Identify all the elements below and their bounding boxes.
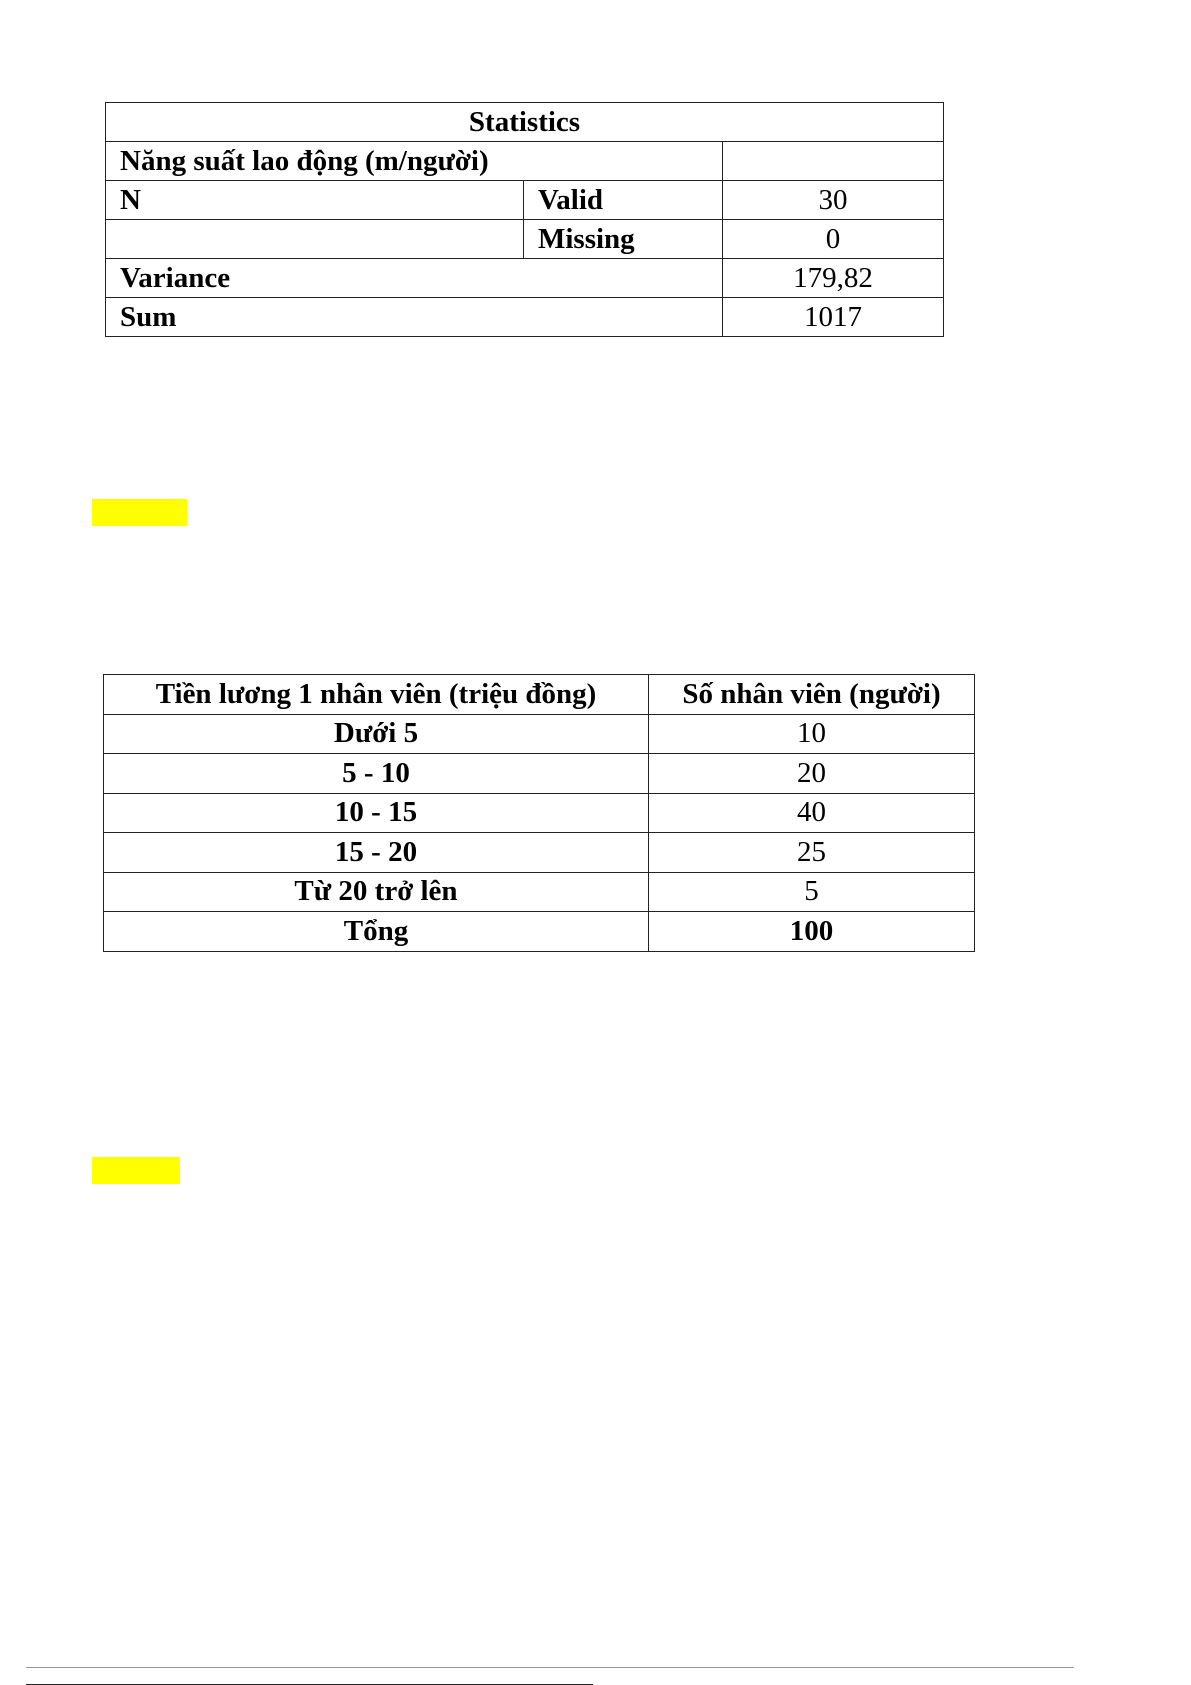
table-row <box>104 754 975 794</box>
statistics-table <box>105 102 944 337</box>
missing-label-cell: Missing <box>524 220 723 259</box>
total-label-cell: Tổng <box>104 912 649 952</box>
table-row <box>106 259 944 298</box>
column-header: Tiền lương 1 nhân viên (triệu đồng) <box>104 675 649 715</box>
employee-count-cell: 25 <box>649 833 975 873</box>
sum-label-cell: Sum <box>106 298 723 337</box>
salary-distribution-table <box>103 674 975 952</box>
table-row <box>104 793 975 833</box>
employee-count-cell: 10 <box>649 714 975 754</box>
column-header: Số nhân viên (người) <box>649 675 975 715</box>
salary-range-cell: 15 - 20 <box>104 833 649 873</box>
n-label-cell: N <box>106 181 524 220</box>
highlight-marker <box>92 499 187 526</box>
missing-value-cell: 0 <box>723 220 944 259</box>
table-row <box>106 298 944 337</box>
table-total-row <box>104 912 975 952</box>
employee-count-cell: 20 <box>649 754 975 794</box>
table-header-row <box>104 675 975 715</box>
table-title: Statistics <box>106 103 944 142</box>
table-row <box>106 103 944 142</box>
employee-count-cell: 40 <box>649 793 975 833</box>
table-row <box>104 714 975 754</box>
highlight-marker <box>92 1157 180 1184</box>
variable-name-cell: Năng suất lao động (m/người) <box>106 142 723 181</box>
sum-value-cell: 1017 <box>723 298 944 337</box>
variance-value-cell: 179,82 <box>723 259 944 298</box>
salary-range-cell: Dưới 5 <box>104 714 649 754</box>
table-row <box>104 833 975 873</box>
salary-range-cell: Từ 20 trở lên <box>104 872 649 912</box>
valid-value-cell: 30 <box>723 181 944 220</box>
total-value-cell: 100 <box>649 912 975 952</box>
salary-range-cell: 10 - 15 <box>104 793 649 833</box>
table-row <box>106 181 944 220</box>
valid-label-cell: Valid <box>524 181 723 220</box>
footer-divider <box>26 1667 1074 1668</box>
table-row <box>104 872 975 912</box>
variance-label-cell: Variance <box>106 259 723 298</box>
salary-range-cell: 5 - 10 <box>104 754 649 794</box>
empty-cell <box>106 220 524 259</box>
employee-count-cell: 5 <box>649 872 975 912</box>
table-row <box>106 220 944 259</box>
empty-cell <box>723 142 944 181</box>
table-row <box>106 142 944 181</box>
